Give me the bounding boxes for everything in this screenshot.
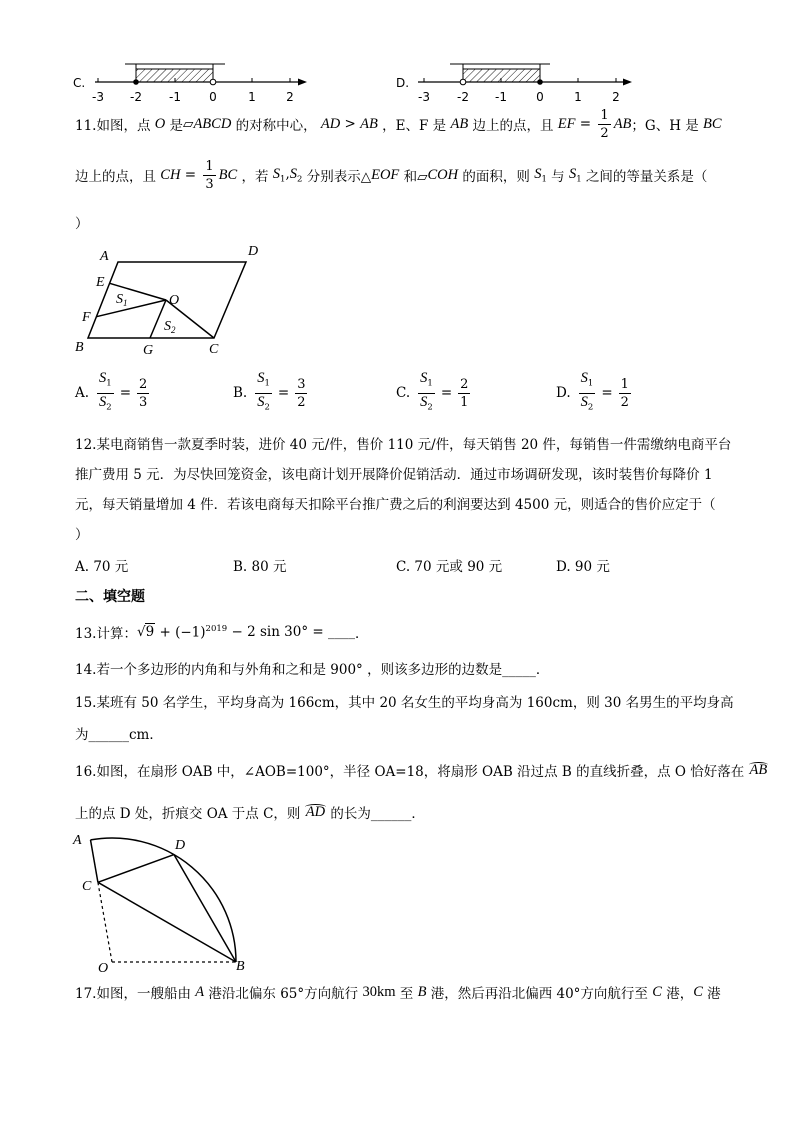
segment-db [174, 855, 236, 962]
tick-label: -1 [495, 90, 507, 104]
area-symbol: S [272, 165, 281, 182]
q11-text: 分别表示△ [302, 169, 372, 185]
fraction-one-third [203, 159, 215, 192]
subscript: 1 [427, 378, 433, 389]
q15-text: 15.某班有 50 名学生，平均身高为 166cm，其中 20 名女生的平均身高为 160cm，则 30 名男生的平均身高 [75, 695, 734, 711]
q11-text: ；G、H 是 [631, 118, 704, 134]
ratio-value [458, 377, 470, 410]
tick-label: -3 [418, 90, 430, 104]
option-d-label: D. [396, 76, 410, 90]
segment-ab: AB [360, 115, 378, 132]
q12-line-3 [75, 483, 716, 523]
q16-text: 的长为______． [326, 806, 425, 822]
q11-text: 的对称中心， [231, 118, 321, 134]
option-label: B. [233, 385, 248, 401]
area-symbol: S [580, 393, 588, 410]
denominator: 3 [139, 394, 148, 410]
q13-text: ． [355, 626, 369, 642]
q17-text: 港 [702, 986, 721, 1002]
subscript: 2 [587, 402, 594, 413]
segment-ad: AD [320, 115, 341, 132]
q17-text: 港沿北偏东 65°方向航行 [204, 986, 363, 1002]
port-c: C [693, 983, 703, 1000]
numerator [418, 371, 435, 394]
parallelogram-abcd: ABCD [193, 115, 232, 132]
q11-text: 与 [546, 169, 569, 185]
sqrt-expression [137, 624, 155, 640]
equals: = [440, 385, 453, 401]
ratio-value [619, 377, 631, 410]
q13-text: 13.计算： [75, 626, 137, 642]
q11-text: 是 [165, 118, 184, 134]
label-d: D [248, 244, 259, 259]
q11-text: ，E、F 是 [377, 118, 451, 134]
subscript: 1 [280, 174, 286, 185]
subscript: 1 [106, 378, 112, 389]
tick-label: 0 [536, 90, 544, 104]
segment-cd [98, 855, 174, 883]
tick-label: 1 [574, 90, 582, 104]
label-d: D [175, 838, 186, 853]
subscript: 2 [264, 402, 270, 413]
parallelogram-coh: COH [427, 166, 459, 183]
hollow-dot [460, 79, 466, 85]
s1 [534, 166, 547, 185]
tick-label: 2 [612, 90, 620, 104]
area-symbol: S [99, 393, 107, 410]
label-a: A [100, 249, 109, 264]
area-symbol: S [257, 393, 265, 410]
numerator: 1 [205, 158, 214, 174]
equals: = [119, 385, 132, 401]
label-o: O [169, 293, 180, 308]
s1-s2 [273, 166, 303, 185]
q17-line-1 [75, 972, 721, 1012]
denominator [579, 394, 596, 416]
ratio-value [295, 377, 307, 410]
label-s1 [116, 292, 128, 308]
denominator: 3 [205, 176, 214, 192]
segment-ab: AB [613, 115, 632, 132]
filled-dot [537, 79, 543, 85]
denominator: 1 [460, 394, 469, 410]
denominator: 2 [620, 394, 629, 410]
label-g: G [143, 343, 154, 358]
q11-line-3 [75, 202, 89, 242]
segment-bc: BC [703, 115, 722, 132]
subscript: 1 [576, 174, 582, 185]
q11-text: 边上的点，且 [468, 118, 558, 134]
q17-text: 港，然后再沿北偏西 40°方向航行至 [426, 986, 653, 1002]
segment-bc: BC [218, 166, 238, 183]
answer-blank[interactable]: ____ [328, 624, 355, 640]
q11-line-2 [75, 155, 707, 195]
q11-text: 和▱ [399, 169, 428, 185]
tick-label: 2 [286, 90, 294, 104]
q12-option-c[interactable] [396, 545, 502, 585]
tick-label: -2 [457, 90, 469, 104]
label-s2 [164, 319, 176, 335]
arc-ad: AD [305, 803, 326, 820]
subscript: 1 [264, 378, 270, 389]
subscript: 2 [427, 402, 433, 413]
ratio-value [137, 377, 149, 410]
port-b: B [417, 983, 427, 1000]
subscript: 2 [296, 174, 303, 185]
section-heading [75, 576, 145, 616]
label-b: B [236, 959, 245, 974]
equals: = [180, 167, 201, 183]
numerator: 2 [139, 376, 148, 392]
s1-over-s2 [97, 371, 114, 415]
q16-text: 上的点 D 处，折痕交 OA 于点 C，则 [75, 806, 305, 822]
q16-line-2 [75, 792, 425, 832]
q11-text: 11.如图，点 [75, 118, 155, 134]
greater-than: > [340, 116, 361, 132]
area-symbol: S [420, 369, 428, 386]
numerator: 1 [620, 376, 629, 392]
label-a: A [73, 833, 82, 848]
equals: = [601, 385, 613, 401]
base: + (−1) [155, 624, 206, 641]
q16-sector-figure [70, 830, 260, 978]
hollow-dot [210, 79, 216, 85]
q12-text: 推广费用 5 元．为尽快回笼资金，该电商计划开展降价促销活动．通过市场调研发现，该时装售价每降价 1 [75, 467, 713, 483]
label-c: C [82, 879, 92, 894]
numerator: 3 [297, 376, 306, 392]
option-label: C. [396, 385, 411, 401]
equals: = [575, 116, 596, 132]
s1-over-s2 [255, 371, 272, 415]
q11-text: 之间的等量关系是（ [581, 169, 708, 185]
subscript: 1 [587, 378, 594, 389]
point-o: O [154, 115, 166, 132]
q11-option-d[interactable] [556, 369, 634, 413]
s1-over-s2 [579, 371, 596, 415]
option-c-label: C. [73, 76, 86, 90]
denominator [255, 394, 272, 416]
area-symbol: S [164, 319, 171, 334]
label-o: O [98, 961, 109, 976]
exponent: 2019 [205, 623, 228, 634]
comma: , [285, 165, 290, 182]
equals: = [277, 385, 290, 401]
q12-text: 元，每天销量增加 4 件．若该电商每天扣除平台推广费之后的利润要达到 4500 元，则适合的售价应定于（ [75, 497, 716, 513]
option-text: A. 70 元 [75, 559, 129, 575]
q13-text: − 2 sin 30° = [227, 624, 328, 640]
subscript: 2 [106, 402, 112, 413]
q11-text: 边上的点，且 [75, 169, 161, 185]
parallelogram-symbol: ▱ [183, 116, 194, 132]
tick-label: -3 [92, 90, 104, 104]
q12-option-b[interactable] [233, 545, 286, 585]
arc-ab-shape [91, 838, 237, 962]
sqrt-symbol: √ [136, 624, 146, 640]
tick-label: -1 [169, 90, 181, 104]
filled-dot [133, 79, 139, 85]
option-text: D. 90 元 [556, 559, 610, 575]
area-symbol: S [568, 165, 577, 182]
s1-over-s2 [418, 371, 435, 415]
q17-text: 至 [395, 986, 418, 1002]
denominator [97, 394, 114, 416]
area-symbol: S [534, 165, 542, 182]
option-label: A. [75, 385, 90, 401]
triangle-eof: EOF [371, 166, 400, 183]
arc-ab: AB [749, 761, 768, 778]
area-symbol: S [257, 369, 265, 386]
q15-line-2 [75, 713, 163, 753]
power-expression [155, 624, 227, 641]
segment-co-dashed [98, 882, 112, 962]
s-second [569, 166, 582, 185]
q11-parallelogram-figure [70, 240, 270, 365]
q15-text: 为______cm． [75, 727, 163, 743]
q11-option-b[interactable] [233, 369, 310, 413]
q13-line [75, 612, 369, 652]
subscript: 1 [123, 298, 128, 308]
q11-option-c[interactable] [396, 369, 473, 413]
label-c: C [209, 342, 219, 357]
numerator: 2 [460, 376, 469, 392]
section-title: 二、填空题 [75, 589, 145, 605]
label-e: E [96, 275, 105, 290]
area-symbol: S [116, 292, 123, 307]
denominator: 2 [600, 125, 609, 141]
numerator [255, 371, 272, 394]
q12-option-d[interactable] [556, 545, 610, 585]
numerator [579, 371, 596, 394]
label-f: F [82, 310, 91, 325]
q14-text: 14.若一个多边形的内角和与外角和之和是 900° ，则该多边形的边数是_____． [75, 662, 550, 678]
q11-option-a[interactable] [75, 369, 152, 413]
q12-text: 12.某电商销售一款夏季时装，进价 40 元/件，售价 110 元/件，每天销售 20 件，每销售一件需缴纳电商平台 [75, 437, 732, 453]
subscript: 2 [171, 325, 176, 335]
q17-text: 17.如图，一艘船由 [75, 986, 196, 1002]
subscript: 1 [541, 174, 547, 185]
q11-text: ，若 [237, 169, 273, 185]
closing-paren: ） [75, 527, 89, 543]
fraction-one-half [598, 108, 610, 141]
q11-line-1 [75, 104, 722, 144]
area-symbol: S [289, 165, 297, 182]
segment-ab: AB [450, 115, 469, 132]
distance: 30km [362, 983, 396, 1000]
port-a: A [195, 983, 205, 1000]
q15-line-1 [75, 681, 734, 721]
tick-label: 1 [248, 90, 256, 104]
q16-line-1 [75, 750, 768, 790]
axis-arrow-icon [298, 79, 307, 86]
option-d-number-line[interactable] [393, 52, 638, 108]
option-text: C. 70 元或 90 元 [396, 559, 503, 575]
option-text: B. 80 元 [233, 559, 287, 575]
numerator [97, 371, 114, 394]
label-b: B [75, 340, 84, 355]
q17-text: 港， [661, 986, 694, 1002]
port-c: C [652, 983, 662, 1000]
segment-ch: CH [160, 166, 181, 183]
area-symbol: S [420, 393, 428, 410]
area-symbol: S [99, 369, 107, 386]
tick-label: -2 [130, 90, 142, 104]
segment-ef: EF [557, 115, 576, 132]
closing-paren: ） [75, 216, 89, 232]
segment-fo [96, 300, 166, 317]
area-symbol: S [580, 369, 588, 386]
q11-text: 的面积，则 [458, 169, 535, 185]
radicand: 9 [145, 624, 155, 640]
segment-ac [91, 840, 98, 882]
option-c-number-line[interactable] [70, 52, 315, 108]
axis-arrow-icon [623, 79, 632, 86]
numerator: 1 [600, 107, 609, 123]
option-label: D. [556, 385, 571, 401]
denominator [418, 394, 435, 416]
denominator: 2 [297, 394, 306, 410]
tick-label: 0 [209, 90, 217, 104]
q16-text: 16.如图，在扇形 OAB 中，∠AOB=100°，半径 OA=18，将扇形 OAB 沿过点 B 的直线折叠，点 O 恰好落在 [75, 764, 749, 780]
